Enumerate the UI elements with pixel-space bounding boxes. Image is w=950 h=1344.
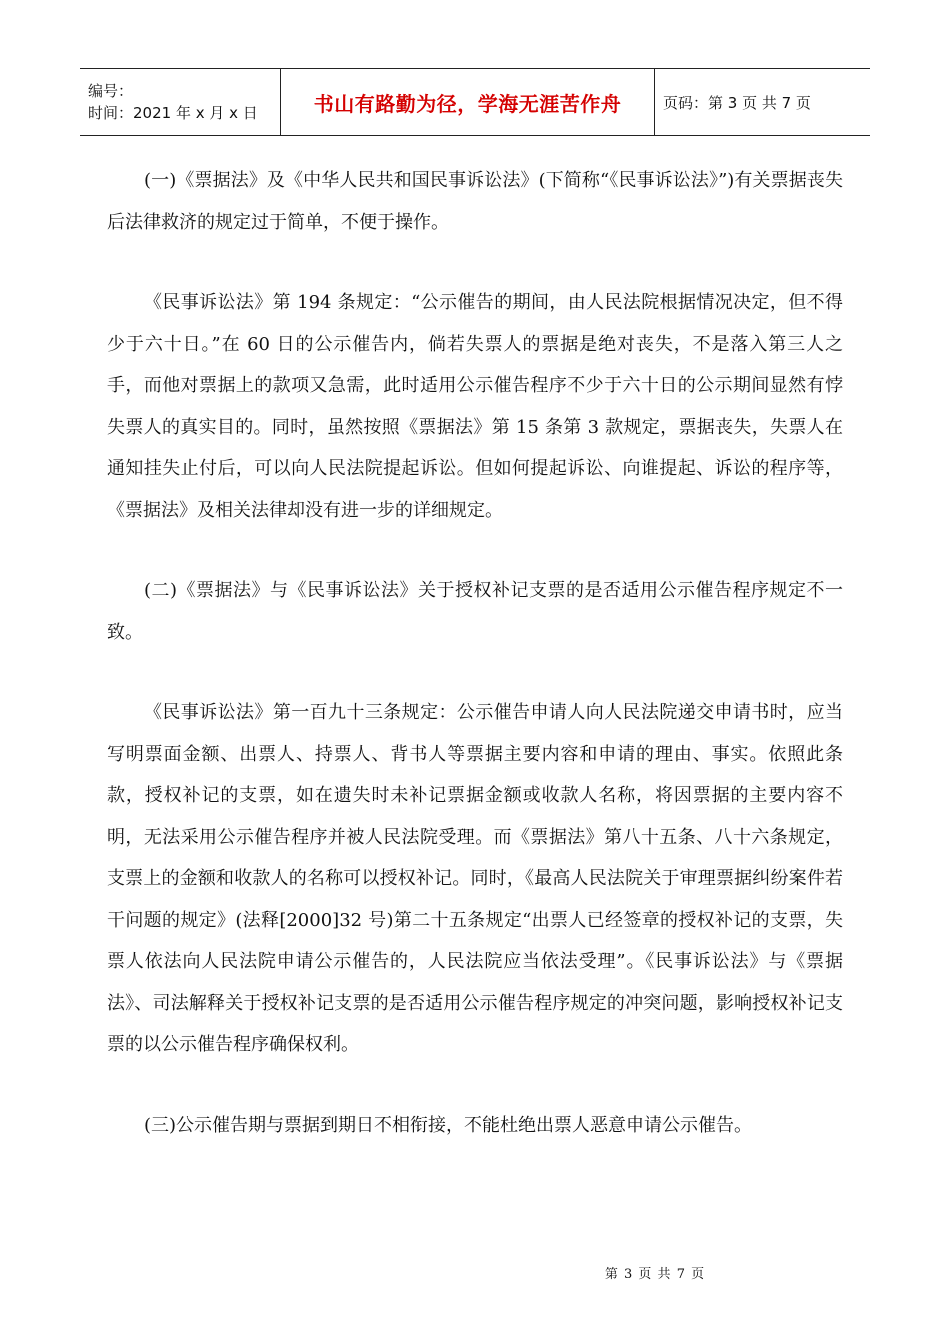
header-motto: 书山有路勤为径，学海无涯苦作舟 (313, 91, 622, 116)
header-page-cell (655, 69, 870, 135)
paragraph-5: (三)公示催告期与票据到期日不相衔接，不能杜绝出票人恶意申请公示催告。 (144, 1114, 753, 1136)
document-number: 编号： (88, 82, 134, 100)
header-page-number: 页码：第 3 页 共 7 页 (663, 93, 811, 112)
page-footer (0, 1263, 950, 1282)
paragraph-1: (一)《票据法》及《中华人民共和国民事诉讼法》(下简称“《民事诉讼法》”)有关票据丧失后法律救济的规定过于简单，不便于操作。 (107, 170, 843, 233)
paragraph-2: 《民事诉讼法》第 194 条规定：“公示催告的期间，由人民法院根据情况决定，但不得少于六十日。”在 60 日的公示催告内，倘若失票人的票据是绝对丧失，不是落入第三人之手，而他对票据上的款项又急需，此时适用公示催告程序不少于六十日的公示期间显然有悖失票人的真实目的。同时，虽然按照《票据法》第 15 条第 3 款规定，票据丧失，失票人在通知挂失止付后，可以向人民法院提起诉讼。但如何提起诉讼、向谁提起、诉讼的程序等，《票据法》及相关法律却没有进一步的详细规定。 (107, 292, 843, 521)
page-header (80, 68, 870, 136)
header-motto-cell (281, 69, 655, 135)
paragraph-3: (二)《票据法》与《民事诉讼法》关于授权补记支票的是否适用公示催告程序规定不一致。 (107, 580, 843, 643)
header-meta (80, 69, 281, 135)
document-body (107, 160, 843, 1185)
document-time: 时间：2021 年 x 月 x 日 (88, 104, 258, 122)
paragraph-4: 《民事诉讼法》第一百九十三条规定：公示催告申请人向人民法院递交申请书时，应当写明票面金额、出票人、持票人、背书人等票据主要内容和申请的理由、事实。依照此条款，授权补记的支票，如在遗失时未补记票据金额或收款人名称，将因票据的主要内容不明，无法采用公示催告程序并被人民法院受理。而《票据法》第八十五条、八十六条规定，支票上的金额和收款人的名称可以授权补记。同时，《最高人民法院关于审理票据纠纷案件若干问题的规定》(法释[2000]32 号)第二十五条规定“出票人已经签章的授权补记的支票，失票人依法向人民法院申请公示催告的，人民法院应当依法受理”。《民事诉讼法》与《票据法》、司法解释关于授权补记支票的是否适用公示催告程序规定的冲突问题，影响授权补记支票的以公示催告程序确保权利。 (107, 702, 843, 1055)
footer-page-number: 第 3 页 共 7 页 (604, 1267, 706, 1282)
